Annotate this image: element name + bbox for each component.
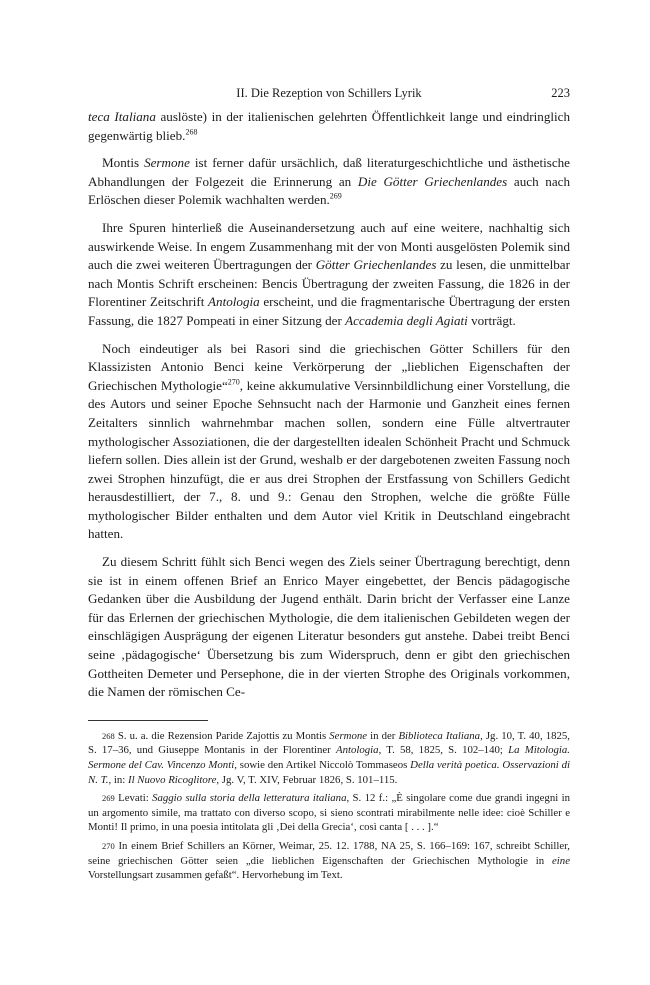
text-run: in der [367, 729, 399, 742]
text-run: Vorstellungsart zusammen gefaßt“. Hervorhebung im Text. [88, 869, 343, 882]
footnote-rule [88, 720, 208, 721]
italic-text: Antologia [335, 744, 379, 757]
paragraph [88, 340, 570, 545]
footnote [88, 791, 570, 835]
footnote [88, 839, 570, 883]
main-text [88, 108, 570, 702]
italic-text: eine [552, 854, 570, 867]
paragraph [88, 154, 570, 210]
italic-text: Il Nuovo Ricoglitore [128, 773, 217, 786]
text-run: Levati: [118, 792, 153, 805]
footnotes [88, 729, 570, 883]
running-head [88, 86, 570, 108]
text-run: , Jg. V, T. XIV, Februar 1826, S. 101–115. [216, 773, 398, 786]
italic-text: Della verità poetica. Osservazioni di N. T. [88, 759, 570, 786]
footnote-number: 268 [102, 730, 115, 741]
footnote-ref: 270 [227, 377, 240, 387]
footnote-ref: 268 [185, 127, 198, 137]
italic-text: Götter Griechenlandes [315, 257, 437, 273]
page-number: 223 [551, 86, 570, 100]
text-run: , Jg. 10, T. 40, 1825, S. 17–36, und Giuseppe Montanis in der Florentiner [88, 729, 571, 757]
footnote [88, 729, 570, 787]
text-run: erscheint, und die fragmentarische Übertragung der ersten Fassung, die 1827 Pompeati in einer Sitzung der [88, 294, 571, 328]
text-run: auch nach Erlöschen dieser Polemik wachhalten werden. [88, 173, 571, 208]
running-head-title: II. Die Rezeption von Schillers Lyrik [236, 86, 422, 100]
footnote-number: 270 [102, 840, 115, 851]
paragraph [88, 108, 570, 145]
italic-text: Sermone [144, 155, 190, 171]
paragraph [88, 553, 570, 702]
text-run: In einem Brief Schillers an Körner, Weimar, 25. 12. 1788, NA 25, S. 166–169: 167, schreibt Schiller, seine griechischen Götter seien „die lieblichen Eigenschaften der Griechischen Mythologie in [88, 839, 571, 867]
italic-text: La Mitologia. Sermone del Cav. Vincenzo Monti [88, 744, 570, 771]
italic-text: Biblioteca Italiana [398, 729, 481, 742]
italic-text: Accademia degli Agiati [345, 312, 468, 328]
text-run: Ihre Spuren hinterließ die Auseinandersetzung auch auf eine weitere, nachhaltig sich auswirkende Weise. In engem Zusammenhang mit der von Monti ausgelösten Polemik sind auch die zwei weiteren Übertragungen der [88, 219, 570, 273]
text-run: S. u. a. die Rezension Paride Zajottis zu Montis [117, 729, 330, 742]
italic-text: Die Götter Griechenlandes [357, 173, 508, 189]
text-run: , S. 12 f.: „È singolare come due grandi ingegni in un argomento simile, ma trattato con diverso scopo, si sieno scontrati mirabilmente nelle idee: cioè Schiller e Monti! Il primo, in una poesia intitolata gli ‚Dei della Grecia‘, così canta [ . . . ].“ [88, 792, 570, 834]
text-run: auslöste) in der italienischen gelehrten Öffentlichkeit lange und eindringlich gegenwärtig blieb. [88, 109, 571, 143]
footnote-ref: 269 [329, 192, 342, 202]
footnote-number: 269 [102, 793, 115, 804]
text-run: , in: [108, 773, 129, 786]
text-run: Noch eindeutiger als bei Rasori sind die griechischen Götter Schillers für den Klassizisten Antonio Benci keine Verkörperung der „lieblichen Eigenschaften der Griechischen Mythologie“ [88, 340, 570, 393]
text-run: , keine akkumulative Versinnbildlichung einer Vorstellung, die des Autors und seiner Epoche Sehnsucht nach der Harmonie und Ganzheit eines fernen Zeitalters sinnlich wahrnehmbar machen sollen, sondern eine Fülle altvertrauter mythologischer Assoziationen, die der dargestellten idealen Schönheit Pracht und Schmuck liefern sollen. Dies allein ist der Grund, weshalb er der dargebotenen zweiten Fassung noch zwei Strophen hinzufügt, die er aus drei Strophen der Erstfassung von Schillers Gedicht herausdestilliert, der 7., 8. und 9.: Genau den Strophen, welche die größte Fülle mythologischer Bilder enthalten und dem Autor viel Kritik in Deutschland eingebracht hatten. [88, 377, 570, 542]
text-run: Zu diesem Schritt fühlt sich Benci wegen des Ziels seiner Übertragung berechtigt, denn sie ist in einem offenen Brief an Enrico Mayer eingebettet, der Bencis pädagogische Gedanken über die Ausbildung der Jugend enthält. Darin bricht der Verfasser eine Lanze für das Erlernen der griechischen Mythologie, die dem italienischen Gebildeten wegen der einschlägigen Ausprägung der eigenen Literatur besonders gut anstehe. Dabei treibt Benci seine ‚pädagogische‘ Übersetzung bis zum Widerspruch, denn er gibt den griechischen Gottheiten Demeter und Persephone, die in der vierten Strophe des Originals vorkommen, die Namen der römischen Ce- [88, 554, 570, 700]
text-run: ist ferner dafür ursächlich, daß literaturgeschichtliche und ästhetische Abhandlungen der Folgezeit die Erinnerung an [88, 155, 570, 189]
text-run: Montis [102, 155, 145, 171]
text-run: , sowie den Artikel Niccolò Tommaseos [234, 759, 411, 771]
italic-text: Sermone [329, 729, 368, 742]
paragraph [88, 219, 570, 331]
italic-text: Saggio sulla storia della letteratura italiana [152, 792, 347, 805]
text-run: zu lesen, die unmittelbar nach Montis Schrift erscheinen: Bencis Übertragung der zweiten Fassung, die 1826 in der Florentiner Zeitschrift [88, 257, 570, 310]
book-page [88, 86, 570, 887]
text-run: vorträgt. [467, 312, 516, 328]
italic-text: teca Italiana [88, 109, 156, 124]
italic-text: Antologia [208, 294, 260, 310]
text-run: , T. 58, 1825, S. 102–140; [378, 744, 509, 757]
